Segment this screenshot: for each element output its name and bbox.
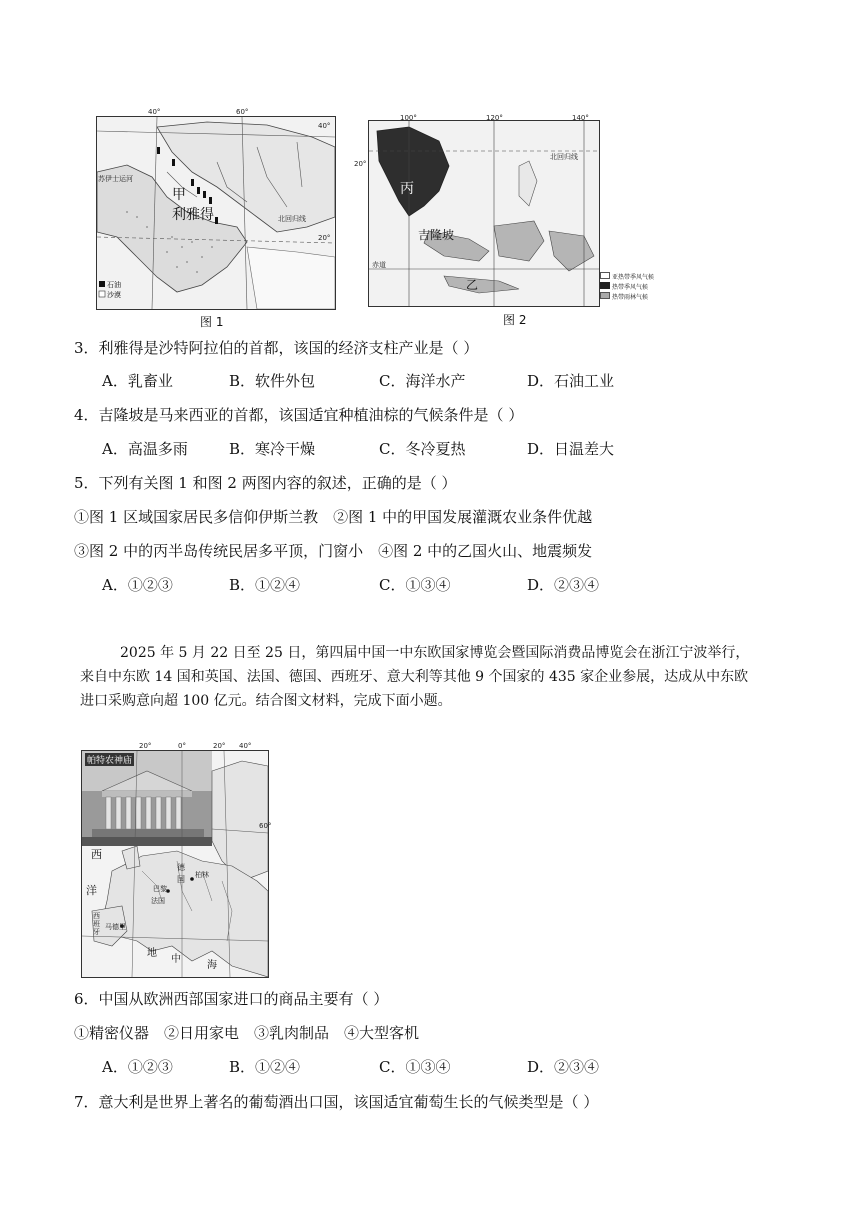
figure-1-caption: 图 1 <box>200 315 224 329</box>
legend-item-rainforest: 热带雨林气候 <box>600 292 654 302</box>
q6-option-a[interactable]: A．①②③ <box>102 1058 173 1076</box>
fig1-lat40: 40° <box>318 122 331 130</box>
figure-3-map <box>81 750 272 978</box>
question-5-stem: 5．下列有关图 1 和图 2 两图内容的叙述，正确的是（ ） <box>74 474 457 492</box>
question-7-stem: 7．意大利是世界上著名的葡萄酒出口国，该国适宜葡萄生长的气候类型是（ ） <box>74 1093 599 1111</box>
fig3-lon40: 40° <box>239 742 252 750</box>
fig3-france: 法国 <box>151 897 165 905</box>
q6-option-d[interactable]: D．②③④ <box>527 1058 600 1076</box>
q5-option-c[interactable]: C．①③④ <box>379 576 451 594</box>
fig3-hai: 海 <box>207 960 217 971</box>
fig2-lon100: 100° <box>400 114 417 122</box>
fig2-kl: 吉隆坡 <box>418 228 455 242</box>
fig3-temple-label: 帕特农神庙 <box>85 753 134 766</box>
figure-2 <box>354 114 673 310</box>
fig1-region: 苏伊士运河 <box>98 175 133 183</box>
question-4-stem: 4．吉隆坡是马来西亚的首都，该国适宜种植油棕的气候条件是（ ） <box>74 406 524 424</box>
legend-item-subtropical: 亚热带季风气候 <box>600 272 654 282</box>
fig2-legend <box>600 272 654 302</box>
q5-option-b[interactable]: B．①②④ <box>229 576 301 594</box>
q4-option-b[interactable]: B．寒冷干燥 <box>229 440 316 458</box>
fig3-guo: 国 <box>177 875 185 884</box>
fig3-yang: 洋 <box>86 884 97 897</box>
fig3-spain: 西班牙 <box>93 912 100 936</box>
passage-line-2: 来自中东欧 14 国和英国、法国、德国、西班牙、意大利等其他 9 个国家的 435 家企业参展，达成从中东欧 <box>80 669 749 685</box>
passage-line-1: 2025 年 5 月 22 日至 25 日，第四届中国一中东欧国家博览会暨国际消费品博览会在浙江宁波举行， <box>120 645 750 661</box>
fig3-zhong: 中 <box>171 954 181 965</box>
q5-statement-1: ①图 1 区域国家居民多信仰伊斯兰教 ②图 1 中的甲国发展灌溉农业条件优越 <box>74 508 593 526</box>
fig1-lon40: 40° <box>148 108 161 116</box>
q6-option-b[interactable]: B．①②④ <box>229 1058 301 1076</box>
fig1-lon60: 60° <box>236 108 249 116</box>
figure-1 <box>96 108 339 312</box>
q4-option-c[interactable]: C．冬冷夏热 <box>379 440 466 458</box>
q6-statement-1: ①精密仪器 ②日用家电 ③乳肉制品 ④大型客机 <box>74 1024 420 1042</box>
fig2-yi: 乙 <box>466 278 479 292</box>
fig3-lon20w: 20° <box>139 742 152 750</box>
fig3-paris: 巴黎 <box>153 885 167 893</box>
figure-2-map <box>368 120 600 307</box>
fig2-lon140: 140° <box>572 114 589 122</box>
fig2-lon120: 120° <box>486 114 503 122</box>
question-6-stem: 6．中国从欧洲西部国家进口的商品主要有（ ） <box>74 990 389 1008</box>
fig3-lon0: 0° <box>178 742 186 750</box>
fig3-berlin: 柏林 <box>195 871 209 879</box>
q4-option-d[interactable]: D．日温差大 <box>527 440 615 458</box>
fig3-de: 德 <box>177 863 185 872</box>
fig3-di: 地 <box>147 948 157 959</box>
figure-1-map <box>96 116 336 310</box>
q3-option-b[interactable]: B．软件外包 <box>229 372 316 390</box>
figure-3 <box>81 744 273 976</box>
fig3-xi: 西 <box>91 848 102 861</box>
fig2-equator: 赤道 <box>372 261 386 269</box>
q3-option-d[interactable]: D．石油工业 <box>527 372 615 390</box>
q3-option-c[interactable]: C．海洋水产 <box>379 372 466 390</box>
legend-item-tropical-monsoon: 热带季风气候 <box>600 282 654 292</box>
q5-statement-2: ③图 2 中的丙半岛传统民居多平顶，门窗小 ④图 2 中的乙国火山、地震频发 <box>74 542 593 560</box>
legend-oil: 石油 <box>107 281 121 289</box>
figure-2-caption: 图 2 <box>503 313 527 327</box>
fig3-lat60: 60° <box>259 822 272 830</box>
passage-line-3: 进口采购意向超 100 亿元。结合图文材料，完成下面小题。 <box>80 693 452 709</box>
fig2-lat20: 20° <box>354 160 367 168</box>
q5-option-d[interactable]: D．②③④ <box>527 576 600 594</box>
q5-option-a[interactable]: A．①②③ <box>102 576 173 594</box>
fig3-lon20e: 20° <box>213 742 226 750</box>
fig1-riyadh: 利雅得 <box>172 207 214 223</box>
fig1-tropic: 北回归线 <box>278 215 306 223</box>
question-3-stem: 3．利雅得是沙特阿拉伯的首都，该国的经济支柱产业是（ ） <box>74 339 479 357</box>
fig1-jia: 甲 <box>172 187 186 203</box>
q4-option-a[interactable]: A．高温多雨 <box>102 440 188 458</box>
fig3-madrid: 马德里 <box>105 923 126 931</box>
q3-option-a[interactable]: A．乳畜业 <box>102 372 173 390</box>
fig1-lat20: 20° <box>318 234 331 242</box>
fig2-bing: 丙 <box>400 181 414 197</box>
q6-option-c[interactable]: C．①③④ <box>379 1058 451 1076</box>
fig2-tropic: 北回归线 <box>550 153 578 161</box>
legend-desert: 沙漠 <box>107 291 121 299</box>
